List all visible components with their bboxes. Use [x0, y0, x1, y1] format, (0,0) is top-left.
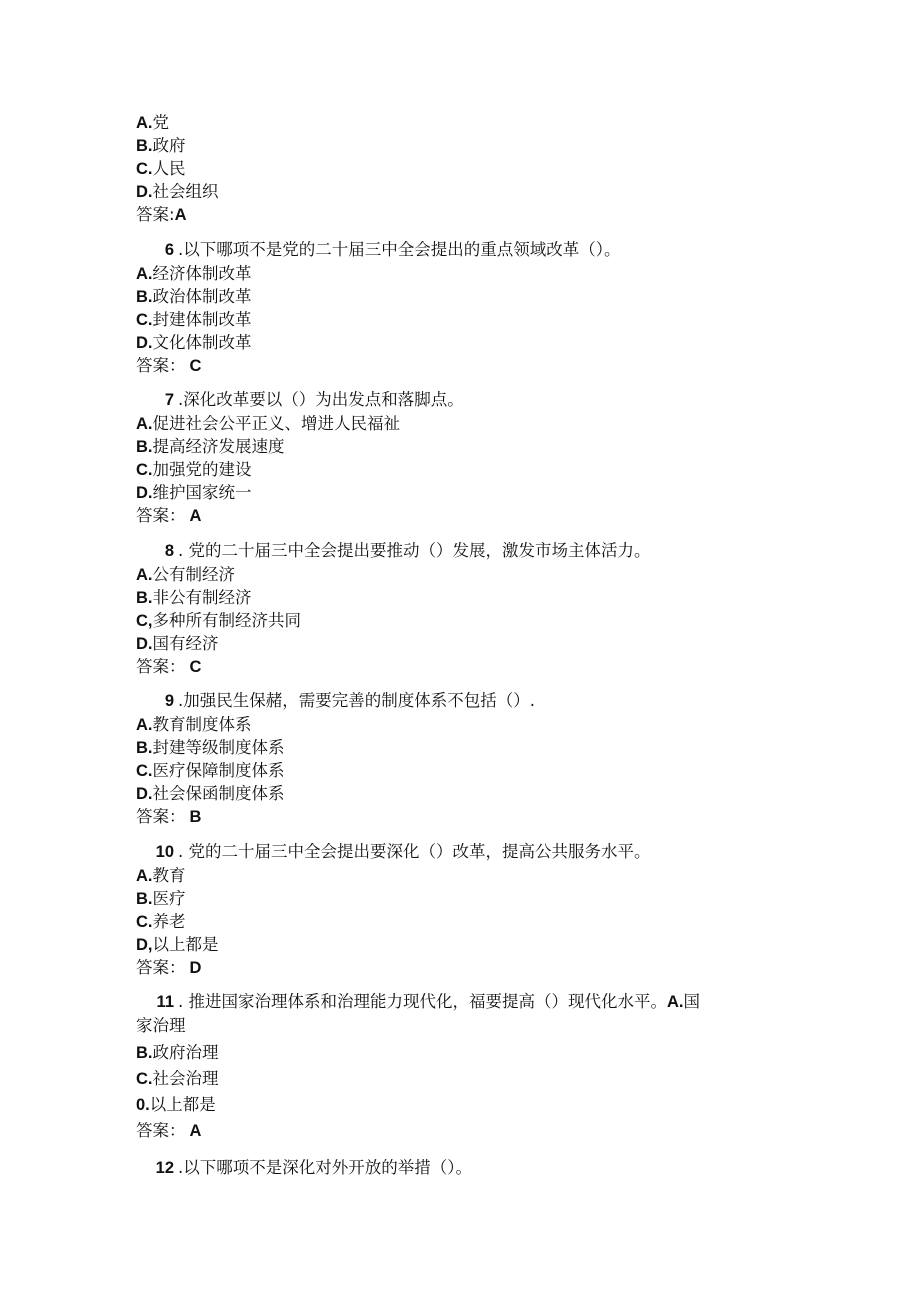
option-a: A.经济体制改革 [136, 264, 252, 283]
question-5 [136, 111, 796, 226]
answer-line: 答案:A [136, 205, 187, 224]
option-d: D,以上都是 [136, 935, 219, 954]
option-d: D.文化体制改革 [136, 333, 252, 352]
option-b: B.政府治理 [136, 1043, 219, 1062]
option-b: B.医疗 [136, 889, 186, 908]
option-c: C.加强党的建设 [136, 460, 252, 479]
option-a: A.教育 [136, 866, 186, 885]
question-9 [136, 689, 796, 828]
option-b: B.提高经济发展速度 [136, 437, 285, 456]
option-a: A.公有制经济 [136, 565, 235, 584]
answer-line: 答案： D [136, 958, 202, 977]
option-c: C.养老 [136, 912, 186, 931]
option-c: C.社会治理 [136, 1069, 219, 1088]
option-d: D.社会保函制度体系 [136, 784, 285, 803]
option-c: C.人民 [136, 159, 186, 178]
question-6 [136, 238, 796, 377]
question-12 [136, 1156, 796, 1180]
option-b: B.封建等级制度体系 [136, 738, 285, 757]
question-stem: 12 .以下哪项不是深化对外开放的举措（）。 [155, 1158, 472, 1177]
option-a: A.党 [136, 113, 169, 132]
option-d: D.社会组织 [136, 182, 219, 201]
option-b: B.非公有制经济 [136, 588, 252, 607]
option-a: A.促进社会公平正义、增进人民福祉 [136, 414, 400, 433]
question-8 [136, 539, 796, 678]
answer-line: 答案： B [136, 807, 202, 826]
option-b: B.政治体制改革 [136, 287, 252, 306]
answer-line: 答案： C [136, 657, 202, 676]
option-d: 0.以上都是 [136, 1095, 216, 1114]
question-stem-continued: 家治理 [136, 1016, 186, 1035]
question-stem: 6 .以下哪项不是党的二十届三中全会提出的重点领域改革（）。 [164, 240, 621, 259]
question-7 [136, 388, 796, 527]
option-a: A.教育制度体系 [136, 715, 252, 734]
answer-line: 答案： A [136, 506, 202, 525]
question-stem: 9 .加强民生保赭，需要完善的制度体系不包括（）. [164, 691, 535, 710]
option-c: C.医疗保障制度体系 [136, 761, 285, 780]
option-c: C.封建体制改革 [136, 310, 252, 329]
question-stem: 10 . 党的二十届三中全会提出要深化（）改革，提高公共服务水平。 [155, 842, 651, 861]
question-stem: 7 .深化改革要以（）为出发点和落脚点。 [164, 390, 464, 409]
question-stem: 8 . 党的二十届三中全会提出要推动（）发展，激发市场主体活力。 [164, 541, 651, 560]
option-d: D.国有经济 [136, 634, 219, 653]
answer-line: 答案： A [136, 1121, 202, 1140]
answer-line: 答案： C [136, 356, 202, 375]
question-stem: 11 . 推进国家治理体系和治理能力现代化，福要提高（）现代化水平。A.国 [156, 992, 700, 1011]
option-d: D.维护国家统一 [136, 483, 252, 502]
question-11 [136, 990, 796, 1144]
question-10 [136, 840, 796, 979]
option-c: C,多种所有制经济共同 [136, 611, 301, 630]
option-b: B.政府 [136, 136, 186, 155]
